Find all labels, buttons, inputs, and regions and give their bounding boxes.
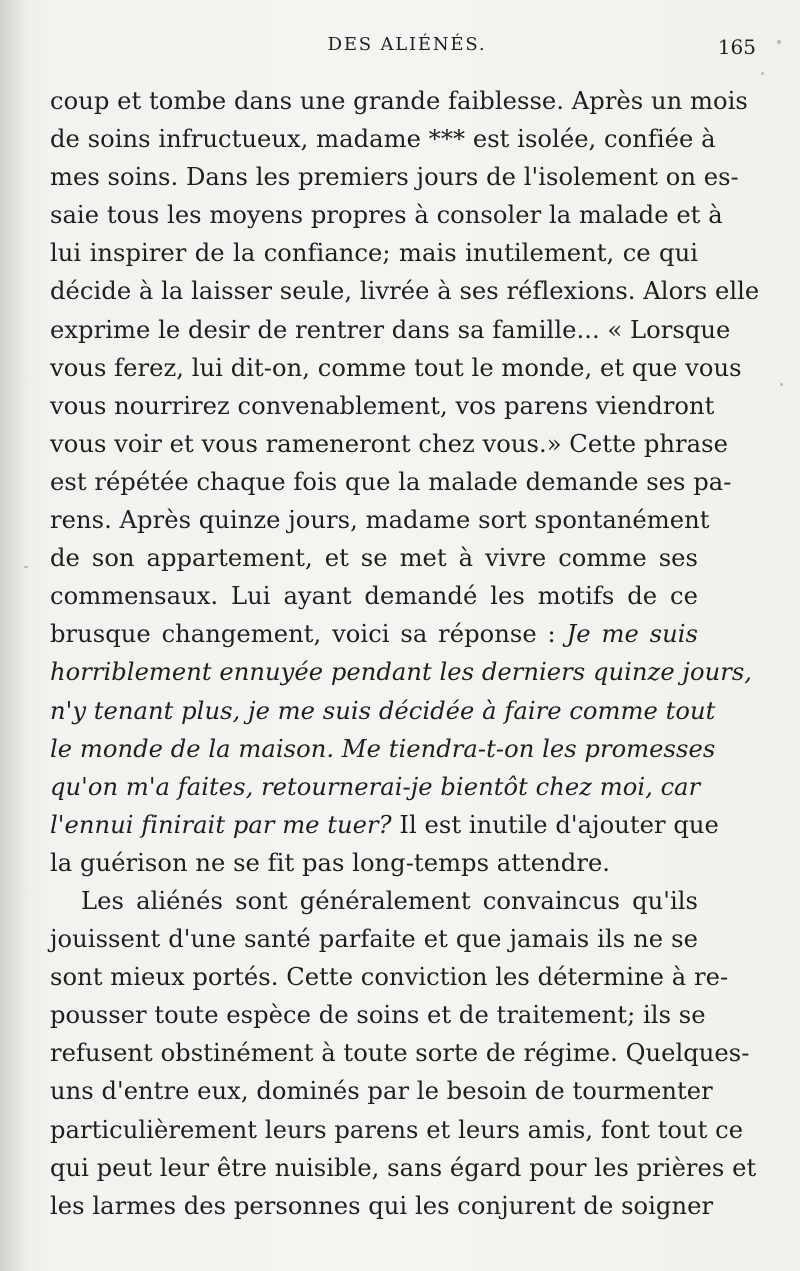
text-line: les larmes des personnes qui les conjurent de soigner: [50, 1191, 714, 1220]
text-line: vous nourrirez convenablement, vos parens viendront: [50, 391, 715, 420]
italic-text-line: qu'on m'a faites, retournerai-je bientôt chez moi, car: [50, 772, 701, 801]
text-line: saie tous les moyens propres à consoler la malade et à: [50, 201, 723, 230]
line-text-italic: l'ennui finirait par me tuer?: [50, 810, 392, 839]
paper-speck: [706, 826, 708, 828]
text-line: de soins infructueux, madame *** est isolée, confiée à: [50, 125, 716, 154]
mixed-style-line: [50, 806, 719, 844]
page-header: [48, 26, 766, 66]
italic-text-line: le monde de la maison. Me tiendra-t-on les promesses: [50, 734, 716, 763]
text-line: jouissent d'une santé parfaite et que jamais ils ne se: [50, 925, 698, 954]
text-line: lui inspirer de la confiance; mais inutilement, ce qui: [50, 239, 698, 268]
text-line: mes soins. Dans les premiers jours de l'isolement on es-: [50, 163, 739, 192]
text-line: uns d'entre eux, dominés par le besoin de tourmenter: [50, 1077, 713, 1106]
paragraph-start-line: Les aliénés sont généralement convaincus qu'ils: [81, 886, 698, 915]
text-line: commensaux. Lui ayant demandé les motifs de ce: [50, 582, 698, 611]
text-line: vous voir et vous rameneront chez vous.» Cette phrase: [50, 429, 728, 458]
page-gutter-shadow: [0, 0, 26, 1271]
text-line: pousser toute espèce de soins et de traitement; ils se: [50, 1001, 706, 1030]
paper-speck: [24, 566, 28, 568]
mixed-style-line: [50, 615, 698, 653]
text-line: est répétée chaque fois que la malade demande ses pa-: [50, 467, 732, 496]
paragraph-end-line: la guérison ne se fit pas long-temps attendre.: [50, 848, 611, 877]
text-line: de son appartement, et se met à vivre comme ses: [50, 544, 698, 573]
page-body: [50, 82, 760, 1225]
text-line: qui peut leur être nuisible, sans égard pour les prières et: [50, 1153, 757, 1182]
text-line: coup et tombe dans une grande faiblesse. Après un mois: [50, 87, 748, 115]
text-line: décide à la laisser seule, livrée à ses réflexions. Alors elle: [50, 277, 760, 306]
line-text-roman: Il est inutile d'ajouter que: [391, 810, 719, 839]
paper-speck: [777, 40, 781, 44]
line-text-roman: brusque changement, voici sa réponse :: [50, 620, 567, 649]
text-line: sont mieux portés. Cette conviction les détermine à re-: [50, 963, 729, 992]
text-line: exprime le desir de rentrer dans sa famille... « Lorsque: [50, 315, 731, 344]
text-line: refusent obstinément à toute sorte de régime. Quelques-: [50, 1039, 750, 1068]
line-text-italic: Je me suis: [566, 620, 698, 649]
page-number: 165: [717, 35, 756, 59]
text-line: vous ferez, lui dit-on, comme tout le monde, et que vous: [50, 353, 742, 382]
text-line: particulièrement leurs parens et leurs amis, font tout ce: [50, 1115, 744, 1144]
paper-speck: [780, 383, 783, 386]
running-head: DES ALIÉNÉS.: [327, 34, 487, 55]
italic-text-line: horriblement ennuyée pendant les derniers quinze jours,: [50, 658, 753, 687]
paper-speck: [761, 72, 764, 75]
italic-text-line: n'y tenant plus, je me suis décidée à faire comme tout: [50, 696, 716, 725]
text-line: rens. Après quinze jours, madame sort spontanément: [50, 506, 710, 535]
